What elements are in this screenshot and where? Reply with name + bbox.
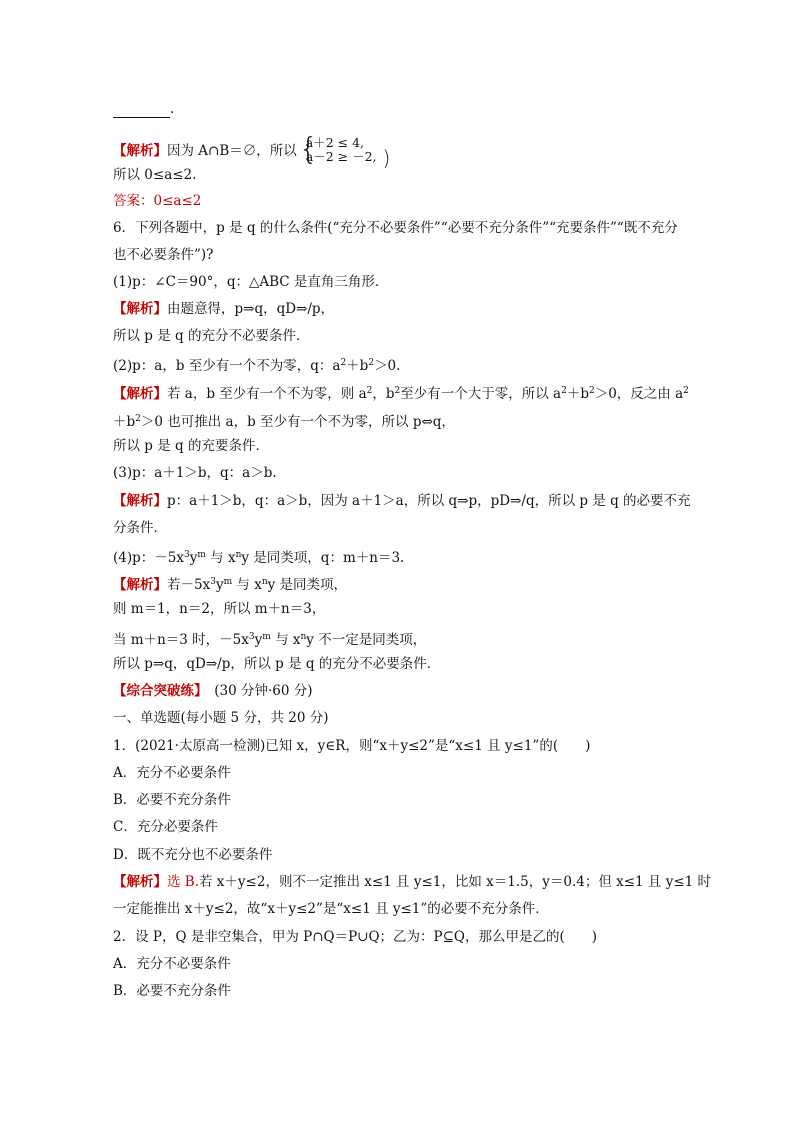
question-2: 2．设 P，Q 是非空集合，甲为 P∩Q＝P∪Q；乙为：P⊆Q，那么甲是乙的( ): [113, 929, 598, 945]
inequality-system: { a＋2 ≤ 4, a－2 ≥ －2, ): [298, 132, 391, 170]
text-line: 所以 p 是 q 的充要条件．: [113, 438, 269, 454]
analysis-line-1: 【解析】因为 A∩B＝∅，所以 { a＋2 ≤ 4, a－2 ≥ －2, ): [113, 132, 391, 170]
subquestion-3: (3)p：a＋1＞b，q：a＞b.: [113, 465, 277, 481]
analysis-line: 【解析】p：a＋1＞b，q：a＞b，因为 a＋1＞a，所以 q⇒p，pD⇒/q，所以 p 是 q 的必要不充: [113, 493, 691, 509]
analysis-tag: 【解析】: [113, 142, 167, 159]
text-line: 所以 p 是 q 的充分不必要条件．: [113, 328, 310, 344]
section-tag: 【综合突破练】: [113, 683, 201, 699]
answer-line: 答案：0≤a≤2: [113, 193, 202, 209]
text-line: $+b^2>0$ 也可推出 a，b 至少有一个不为零，所以 p⇔q，: [113, 414, 455, 430]
text-line: 所以 0≤a≤2.: [113, 167, 197, 183]
answer-choice: 选 B.: [167, 874, 200, 890]
question-6-line-1: 6．下列各题中，p 是 q 的什么条件(“充分不必要条件”“必要不充分条件”“充要条件”“既不充分: [113, 220, 678, 236]
analysis-tag: 【解析】: [113, 301, 167, 317]
option-a: A．充分不必要条件: [113, 765, 231, 781]
subquestion-1: (1)p：∠C＝90°，q：△ABC 是直角三角形．: [113, 274, 389, 290]
left-brace: {: [298, 132, 318, 167]
option-d: D．既不充分也不必要条件: [113, 847, 273, 863]
question-6-line-2: 也不必要条件”)?: [113, 247, 214, 263]
analysis-tag: 【解析】: [113, 874, 167, 890]
analysis-tag: 【解析】: [113, 577, 167, 593]
option-a: A．充分不必要条件: [113, 956, 231, 972]
text-line: 分条件．: [113, 520, 167, 536]
section-heading: 【综合突破练】 (30 分钟·60 分): [113, 683, 313, 699]
analysis-line: 【解析】若 a，b 至少有一个不为零，则 $a^2$，$b^2$至少有一个大于零，所以 $a^2+b^2>0$，反之由 $a^2$: [113, 386, 689, 402]
analysis-tag: 【解析】: [113, 386, 167, 402]
option-b: B．必要不充分条件: [113, 792, 231, 808]
option-c: C．充分必要条件: [113, 819, 218, 835]
analysis-line: 【解析】若$-5x^3y^m$ 与 $x^ny$ 是同类项，: [113, 577, 348, 593]
analysis-tag: 【解析】: [113, 493, 167, 509]
section-subheading: 一、单选题(每小题 5 分，共 20 分): [113, 710, 329, 726]
subquestion-2: (2)p：a，b 至少有一个不为零，q：$a^2+b^2>0$.: [113, 358, 401, 374]
analysis-line: 【解析】由题意得，p⇒q，qD⇒/p，: [113, 301, 335, 317]
question-1: 1．(2021·太原高一检测)已知 x，y∈R，则“x＋y≤2”是“x≤1 且 y≤1”的( ): [113, 738, 591, 754]
analysis-line: 【解析】选 B.若 x＋y≤2，则不一定推出 x≤1 且 y≤1，比如 x＝1.5，y＝0.4；但 x≤1 且 y≤1 时: [113, 874, 712, 890]
text-line: 则 m＝1，n＝2，所以 m＋n＝3，: [113, 601, 326, 617]
text-line: 当 m＋n＝3 时，$-5x^3y^m$ 与 $x^ny$ 不一定是同类项，: [113, 632, 427, 648]
blank-underline: [113, 105, 170, 118]
subquestion-4: (4)p：$-5x^3y^m$ 与 $x^ny$ 是同类项，q：m＋n＝3.: [113, 550, 405, 566]
text-line: 一定能推出 x＋y≤2，故“x＋y≤2”是“x≤1 且 y≤1”的必要不充分条件．: [113, 901, 549, 917]
text-line: 所以 p⇒q，qD⇒/p，所以 p 是 q 的充分不必要条件．: [113, 656, 441, 672]
answer-blank-line: .: [113, 100, 174, 118]
option-b: B．必要不充分条件: [113, 983, 231, 999]
